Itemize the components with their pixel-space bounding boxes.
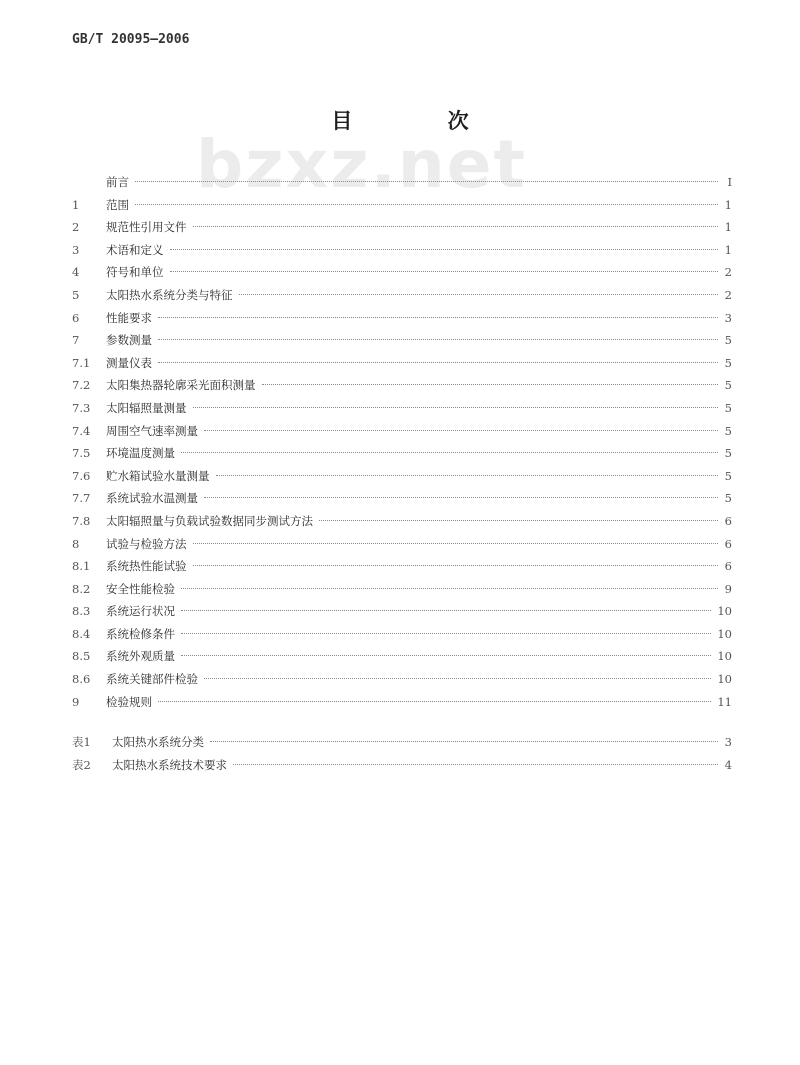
entry-title: 安全性能检验: [106, 581, 175, 596]
page-number: 4: [724, 757, 732, 772]
toc-entry[interactable]: [72, 465, 732, 488]
entry-title: 太阳热水系统分类与特征: [106, 287, 233, 302]
entry-number: 2: [72, 220, 80, 235]
entry-number: 8.2: [72, 581, 91, 596]
entry-title: 系统关键部件检验: [106, 672, 198, 687]
entry-number: 7.2: [72, 378, 91, 393]
entry-title: 符号和单位: [106, 265, 164, 280]
entry-number: 9: [72, 694, 80, 709]
entry-number: 表2: [72, 757, 91, 772]
entry-title: 环境温度测量: [106, 446, 175, 461]
dot-leader: [181, 632, 711, 634]
page-number: 3: [724, 735, 732, 749]
entry-number: 8.5: [72, 649, 91, 664]
entry-number: 7.3: [72, 400, 91, 415]
page-number: 2: [724, 287, 732, 302]
dot-leader: [216, 474, 719, 476]
page-number: I: [727, 175, 732, 189]
entry-title: 系统热性能试验: [106, 559, 187, 574]
dot-leader: [262, 383, 719, 385]
page-number: 9: [724, 581, 732, 596]
entry-title: 范围: [106, 197, 129, 212]
page-number: 5: [724, 446, 732, 461]
entry-number: 7.8: [72, 513, 91, 528]
entry-number: 7.4: [72, 423, 91, 438]
table-of-contents: [72, 171, 732, 713]
entry-title: 测量仪表: [106, 355, 152, 370]
toc-entry[interactable]: [72, 510, 732, 533]
entry-number: 6: [72, 310, 80, 325]
dot-leader: [158, 338, 718, 340]
entry-number: 8.1: [72, 559, 91, 574]
dot-leader: [170, 270, 719, 272]
entry-number: 表1: [72, 735, 91, 749]
entry-number: 7.7: [72, 491, 91, 506]
dot-leader: [204, 429, 718, 431]
entry-title: 太阳集热器轮廓采光面积测量: [106, 378, 256, 393]
toc-entry[interactable]: [72, 533, 732, 556]
toc-entry[interactable]: [72, 194, 732, 217]
entry-title: 前言: [106, 175, 129, 189]
dot-leader: [239, 293, 719, 295]
page-number: 11: [717, 694, 732, 709]
table-entry[interactable]: [72, 754, 732, 777]
dot-leader: [204, 677, 711, 679]
entry-number: 4: [72, 265, 80, 280]
entry-title: 周围空气速率测量: [106, 423, 198, 438]
entry-title: 性能要求: [106, 310, 152, 325]
dot-leader: [158, 316, 718, 318]
dot-leader: [170, 248, 719, 250]
toc-entry[interactable]: [72, 442, 732, 465]
page-number: 3: [724, 310, 732, 325]
dot-leader: [319, 519, 718, 521]
toc-entry[interactable]: [72, 691, 732, 714]
page-number: 5: [724, 491, 732, 506]
toc-entry[interactable]: [72, 645, 732, 668]
page-number: 6: [724, 513, 732, 528]
entry-title: 术语和定义: [106, 242, 164, 257]
toc-entry[interactable]: [72, 352, 732, 375]
entry-number: 8.6: [72, 672, 91, 687]
entry-number: 5: [72, 287, 80, 302]
dot-leader: [210, 740, 718, 742]
page-title: 目 次: [331, 108, 513, 133]
entry-title: 检验规则: [106, 694, 152, 709]
page-number: 1: [724, 242, 732, 257]
entry-title: 太阳热水系统技术要求: [112, 757, 227, 772]
toc-entry[interactable]: [72, 420, 732, 443]
entry-title: 系统运行状况: [106, 604, 175, 619]
entry-title: 系统外观质量: [106, 649, 175, 664]
toc-entry[interactable]: [72, 578, 732, 601]
watermark: bzxz.net: [196, 126, 528, 203]
entry-title: 系统试验水温测量: [106, 491, 198, 506]
toc-entry[interactable]: [72, 307, 732, 330]
entry-number: 8: [72, 536, 80, 551]
entry-title: 太阳热水系统分类: [112, 735, 204, 749]
dot-leader: [181, 451, 718, 453]
toc-entry[interactable]: [72, 329, 732, 352]
page-number: 10: [717, 672, 732, 687]
toc-entry[interactable]: [72, 668, 732, 691]
entry-title: 规范性引用文件: [106, 220, 187, 235]
page-number: 5: [724, 355, 732, 370]
entry-title: 参数测量: [106, 333, 152, 348]
dot-leader: [181, 587, 718, 589]
dot-leader: [204, 496, 718, 498]
entry-number: 7.6: [72, 468, 91, 483]
entry-title: 太阳辐照量测量: [106, 400, 187, 415]
list-of-tables: [72, 731, 732, 776]
standard-code: GB/T 20095—2006: [72, 32, 190, 47]
entry-title: 试验与检验方法: [106, 536, 187, 551]
dot-leader: [193, 225, 719, 227]
page-number: 10: [717, 604, 732, 619]
toc-entry[interactable]: [72, 239, 732, 262]
page-number: 5: [724, 400, 732, 415]
page-number: 10: [717, 649, 732, 664]
page-number: 10: [717, 626, 732, 641]
entry-number: 1: [72, 197, 80, 212]
page-number: 1: [724, 220, 732, 235]
toc-entry[interactable]: [72, 397, 732, 420]
page-number: 6: [724, 559, 732, 574]
toc-entry[interactable]: [72, 284, 732, 307]
entry-title: 系统检修条件: [106, 626, 175, 641]
entry-number: 7: [72, 333, 80, 348]
toc-entry[interactable]: [72, 487, 732, 510]
dot-leader: [193, 406, 719, 408]
page-number: 6: [724, 536, 732, 551]
page-number: 2: [724, 265, 732, 280]
page-number: 5: [724, 423, 732, 438]
toc-entry[interactable]: [72, 216, 732, 239]
toc-entry[interactable]: [72, 600, 732, 623]
entry-number: 7.5: [72, 446, 91, 461]
dot-leader: [233, 763, 718, 765]
page-number: 5: [724, 378, 732, 393]
dot-leader: [193, 542, 719, 544]
entry-number: 8.3: [72, 604, 91, 619]
toc-entry[interactable]: [72, 261, 732, 284]
dot-leader: [158, 700, 711, 702]
page-number: 5: [724, 333, 732, 348]
dot-leader: [135, 180, 718, 182]
entry-title: 贮水箱试验水量测量: [106, 468, 210, 483]
page-number: 1: [724, 197, 732, 212]
toc-entry[interactable]: [72, 623, 732, 646]
dot-leader: [193, 564, 719, 566]
dot-leader: [181, 654, 711, 656]
entry-number: 3: [72, 242, 80, 257]
entry-number: 8.4: [72, 626, 91, 641]
toc-entry[interactable]: [72, 374, 732, 397]
table-entry[interactable]: [72, 731, 732, 754]
toc-entry[interactable]: [72, 171, 732, 194]
dot-leader: [135, 203, 718, 205]
dot-leader: [181, 609, 711, 611]
entry-title: 太阳辐照量与负载试验数据同步测试方法: [106, 513, 313, 528]
dot-leader: [158, 361, 718, 363]
entry-number: 7.1: [72, 355, 91, 370]
page-number: 5: [724, 468, 732, 483]
toc-entry[interactable]: [72, 555, 732, 578]
